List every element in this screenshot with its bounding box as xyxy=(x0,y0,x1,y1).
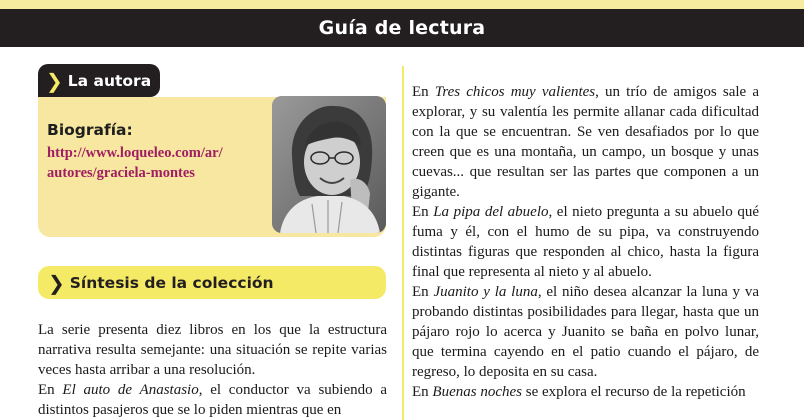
author-section-title: La autora xyxy=(67,71,152,90)
page-title: Guía de lectura xyxy=(318,17,486,39)
bio-link[interactable] xyxy=(47,143,257,183)
bio-link-line2: autores/graciela-montes xyxy=(47,165,195,181)
synthesis-section-tab xyxy=(38,266,386,299)
text-span: , el niño desea alcanzar la luna y va probando distintas posibilidades para llegar, hasta que un pájaro rojo lo acerca y Juanito se baña en polvo lunar, que termina cayendo en el patio cuando el pájaro, de regreso, lo deposita en su casa. xyxy=(412,284,759,380)
text-span: En xyxy=(412,204,434,220)
author-photo xyxy=(272,96,386,233)
bio-text xyxy=(47,121,257,183)
text-span: , el nieto pregunta a su abuelo qué fuma y él, con el humo de su pipa, va construyendo distintas figuras que responden al chico, hasta la figura final que representa al nieto y al abuelo. xyxy=(412,204,759,280)
book-title: Buenas noches xyxy=(432,384,522,400)
text-span: En xyxy=(412,84,435,100)
header-bar xyxy=(0,9,804,47)
author-portrait-image xyxy=(272,96,386,233)
synthesis-section-title: Síntesis de la colección xyxy=(69,273,274,292)
text-span: , un trío de amigos sale a explorar, y su valentía les permite allanar cada dificultad con la que se encuentran. Se ven desafiados por lo que creen que es una montaña, un campo, un bosque y unas cuevas... que resultan ser las partes que componen a un gigante. xyxy=(412,84,760,200)
text-span: En xyxy=(412,384,433,400)
bio-heading: Biografía: xyxy=(47,121,133,139)
chevron-right-icon: ❯ xyxy=(48,270,65,295)
text-span: se explora el recurso de la repetición xyxy=(521,384,746,400)
chevron-right-icon: ❯ xyxy=(46,68,63,93)
right-paragraph-3 xyxy=(412,282,759,382)
bio-link-line1: http://www.loqueleo.com/ar/ xyxy=(47,145,223,161)
top-accent-strip xyxy=(0,0,804,9)
right-column-text xyxy=(412,82,759,402)
book-title: Tres chicos muy valientes xyxy=(434,84,596,100)
book-title: El auto de Anastasio xyxy=(62,382,199,398)
text-span: En xyxy=(412,284,434,300)
right-paragraph-1 xyxy=(412,82,759,202)
right-paragraph-2 xyxy=(412,202,759,282)
left-paragraph-1: La serie presenta diez libros en los que la estructura narrativa resulta semejante: una situación se repite varias veces hasta arribar a una resolución. xyxy=(38,322,387,378)
text-span: , el conductor va subiendo a distintos pasajeros que se lo piden mientras que en xyxy=(38,382,388,418)
book-title: La pipa del abuelo xyxy=(433,204,549,220)
author-section-tab xyxy=(38,64,160,97)
book-title: Juanito y la luna xyxy=(433,284,538,300)
left-column-text xyxy=(38,320,387,420)
text-span: En xyxy=(38,382,63,398)
right-paragraph-4 xyxy=(412,382,759,402)
left-paragraph-2 xyxy=(38,380,387,420)
column-divider xyxy=(402,66,404,420)
